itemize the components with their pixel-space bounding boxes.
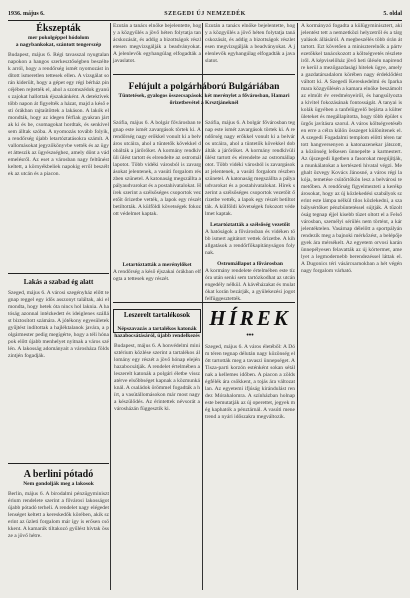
headline: Letartóztatták a szélsőség vezetőit [210,222,290,228]
headline: Lakás a szabad ég alatt [23,278,94,286]
article-felujult-header [113,82,295,114]
continued-text: Ezután a tanács elnöke bejelentette, hogy a közgyűlés a jövő héten folytatja tanácskozását, és addig a bizottságok részletesen megvizsgálják a beadványokat. A jelenlevők egyhangúlag elfogadták a javaslatot. [113,23,201,64]
ornament: ••• [246,331,254,339]
article-body: Szófia, május 6. A bolgár fővárosban tegnap este ismét zavargások törtek ki. A rendőrség nagy erőkkel vonult ki a belváros utcáira, ahol a tüntetők kövekkel dobálták a járőröket. A kormány rendkívüli ülést tartott és elrendelte az ostromállapotot. Több vidéki városból is zavargásokat jelentenek, a vasúti forgalom részben szünetel. A katonaság megszállta a pályaudvarokat és a postahivatalokat. Hírek szerint a szélsőséges csoportok vezetőit őrizetbe vették, a lapok egy részét betiltották. A külföldi követségek fokozott védelmet kaptak. [113,120,201,217]
article-body: Budapest, május 6. A honvédelmi minisztérium közlése szerint a tartalékos állomány egy részét a jövő hónap elején hazabocsátják. A rendelet értelmében a leszerelt katonák a polgári életbe visszatérve elsőbbséget kapnak a közmunkáknál. A családok örömmel fogadták a hírt, a vasútállomásokon már most nagy a készülődés. Az érintettek névsorát a városházán függesztik ki. [114,343,200,412]
column-4 [301,23,402,590]
issue-date: 1936. május 6. [8,11,45,17]
article-body: A hatóságok a fővárosban és vidéken több ismert agitátort vettek őrizetbe. A kihallgatások a rendőrfőkapitányságon folynak. [205,229,295,256]
subheadline: Nem gondolják meg a lakosok [23,481,94,487]
column-rule [297,23,298,590]
article-lakas [8,278,109,458]
article-divider [113,302,295,303]
article-body: Szeged, május 6. A városi szegényház előtt tegnap reggel egy idős asszonyt találtak, aki elmondta, hogy hetek óta nincs hol laknia. A hatóság azonnal intézkedett és ideiglenes szállást biztosított számára. A jótékony egyesületek gyűjtést indítottak a hajléktalanok javára, a polgármester pedig megígérte, hogy a téli hónapok előtt újabb menhelyet nyitnak a város szélén. A lakosság adományait a városháza földszintjén fogadják. [8,290,109,359]
headline: Letartóztatták a merénylőket [122,262,192,268]
section-title: HÍREK [209,306,291,330]
article-body: A kormányzó fogadta a külügyminisztert, aki jelentést tett a nemzetközi helyzetről és a tárgyalások állásáról. A megbeszélés több órán át tartott. Ezt követően a miniszterelnök a pártvezetőkkel tanácskozott a költségvetés részleteiről. A képviselőház jövő heti ülésén napirendre kerül a mezőgazdasági hitelek ügye, amely a gazdatársadalom körében nagy érdeklődést váltott ki. A Szegedi Kereskedelmi és Iparkamara közgyűlésén a kamara elnöke beszámolt az elmúlt év eredményeiről, és hangsúlyozta a kivitel fokozásának fontosságát. A tanyai iskolák ügyében a tanfelügyelő bejárta a külterületeket és megállapította, hogy több épület sürgős javításra szorul. A város költségvetésében erre a célra külön összeget különítenek el. A szegedi Fogadalmi templom előtti téren tartott hangversenyen a katonazenekar játszott, a közönség lelkesen ünnepelte a karmestert. Az újszegedi ligetben a fasorokat megújítják, a munkálatokat a kertészeti hivatal végzi. Meghalt özvegy Kovács Jánosné, a város régi lakója, temetése csütörtökön lesz a belvárosi temetőben. A rendőrség figyelmezteti a kerékpárosokat, hogy az új közlekedési szabályok szerint este lámpa nélkül tilos közlekedni, a szabálysértőket pénzbüntetéssel sújtják. A tűzoltóság tegnap éjjel kisebb tüzet oltott el a Felsővárosban, személyi sérülés nem történt, a kár jelentéktelen. Vasárnap délelőtt a sportpályán rendezik meg a bajnoki mérkőzést, a belépőjegyek ára mérsékelt. Az egyetem orvosi karán ünnepélyesen felavatták az új kórtermet, amelyet a legmodernebb berendezéssel láttak el. A Dugonics téri vásárcsarnokban a hét végén nagy forgalom várható. [301,23,402,274]
article-leszerelt [114,311,200,591]
newspaper-name: SZEGEDI ÚJ NEMZEDÉK [164,11,246,17]
headline: A berlini pótadó [23,469,94,480]
headline: Ékszepták [36,23,81,34]
article-body: Szeged, május 6. A város életéből: A Dóm téren tegnap délután nagy közönség előtt tartották meg a tavaszi ünnepséget. A Tisza-parti korzón esténként sokan sétálnak a kellemes időben. A piacon a zöldségfélék ára csökkent, a tojás ára változatlan. Az egyetemi ifjúság kirándulást rendez Mórahalomra. A színházban holnap este bemutatják az új operettet, jegyek még kaphatók a pénztárnál. A vasúti menetrend a nyári időszakra megváltozik. [205,344,295,420]
column-3-top [205,23,295,71]
page-header [8,8,402,21]
section-hirek [205,306,295,592]
subheadline: mer pokolgéppel hódolom [27,35,89,41]
article-body: Szófia, május 6. A bolgár fővárosban tegnap este ismét zavargások törtek ki. A rendőrség nagy erőkkel vonult ki a belváros utcáira, ahol a tüntetők kövekkel dobálták a járőröket. A kormány rendkívüli ülést tartott és elrendelte az ostromállapotot. Több vidéki városból is zavargásokat jelentenek, a vasúti forgalom részben szünetel. A katonaság megszállta a pályaudvarokat és a postahivatalokat. Hírek szerint a szélsőséges csoportok vezetőit őrizetbe vették, a lapok egy részét betiltották. A külföldi követségek fokozott védelmet kaptak. [205,120,295,217]
headline: Leszerelt tartalékosok [123,311,191,319]
article-divider [8,463,109,464]
column-1 [8,23,109,590]
headline: Felújult a polgárháború Bulgáriában [128,82,280,92]
deck: Tüntetések, gyalogos összecsapások, két merénylet a fővárosban, Hamari őrizetbevétel a Krsztjáneknél [118,93,290,106]
page-number: 5. oldal [383,11,402,17]
article-short [113,262,201,302]
column-rule [110,23,111,590]
continued-text: Ezután a tanács elnöke bejelentette, hogy a közgyűlés a jövő héten folytatja tanácskozását, és addig a bizottságok részletesen megvizsgálják a beadványokat. A jelenlevők egyhangúlag elfogadták a javaslatot. [205,23,295,64]
deck: Népszavazás a tartalékos katonák hazabocsátásáról, újabb rendelkezés [114,326,200,339]
article-divider [8,273,109,274]
article-ekszeptak [8,23,109,269]
article-berlini [8,469,109,589]
article-body: Berlin, május 6. A birodalmi pénzügyminisztérium rendelete szerint a fővárosi lakosságot újabb pótadó terheli. A rendelet nagy elégedetlenséget keltett a kereskedők körében, akik szerint az üzleti forgalom már így is erősen csökkent. A kamarák tiltakozó gyűlést hívtak össze a jövő hétre. [8,491,109,539]
article-body: Budapest, május 6. Régi tavasszal nyugtalan napokon a hangos szerkesztőségben beszéltek arról, hogy a rendőrség ismét nyomozást indított ismeretlen tettesek ellen. A vizsgálat során kiderült, hogy a gépet egy régi bérház pincéjében rejtették el, ahol a szomszédok gyanús zajokat hallottak éjszakánként. A detektívek több napon át figyelték a házat, majd a késő esti órákban rajtaütöttek a lakáson. A lakók elmondták, hogy az idegen férfiak gyakran jártak ki és be, csomagokat hordtak, és senkivel sem álltak szóba. A nyomozás tovább folyik, a rendőrség újabb letartóztatásokra számít. A vallomásokat jegyzőkönyvbe vették és az ügyet átteszik az ügyészséghez, amely dönt a vádemelésről. Az eset a városban nagy feltűnést keltett, a környékbeliek napokig erről beszéltek az utcán és a piacon. [8,52,109,177]
hirek-body [205,344,295,592]
article-divider [113,74,295,75]
article-body: A kormány rendelete értelmében este tíz óra után senki sem tartózkodhat az utcán engedély nélkül. A kávéházakat és mulatókat korán bezárják, a gyülekezési jogot felfüggesztették. [205,268,295,302]
article-body: A rendőrség a késő éjszakai órákban elfogta a tettesek egy részét. [113,269,201,282]
headline: Ostromállapot a fővárosban [217,261,283,267]
column-3-mid [205,120,295,302]
column-2-top [113,23,201,71]
deck: a nagybankokat, szántott tengerszép [15,42,102,48]
